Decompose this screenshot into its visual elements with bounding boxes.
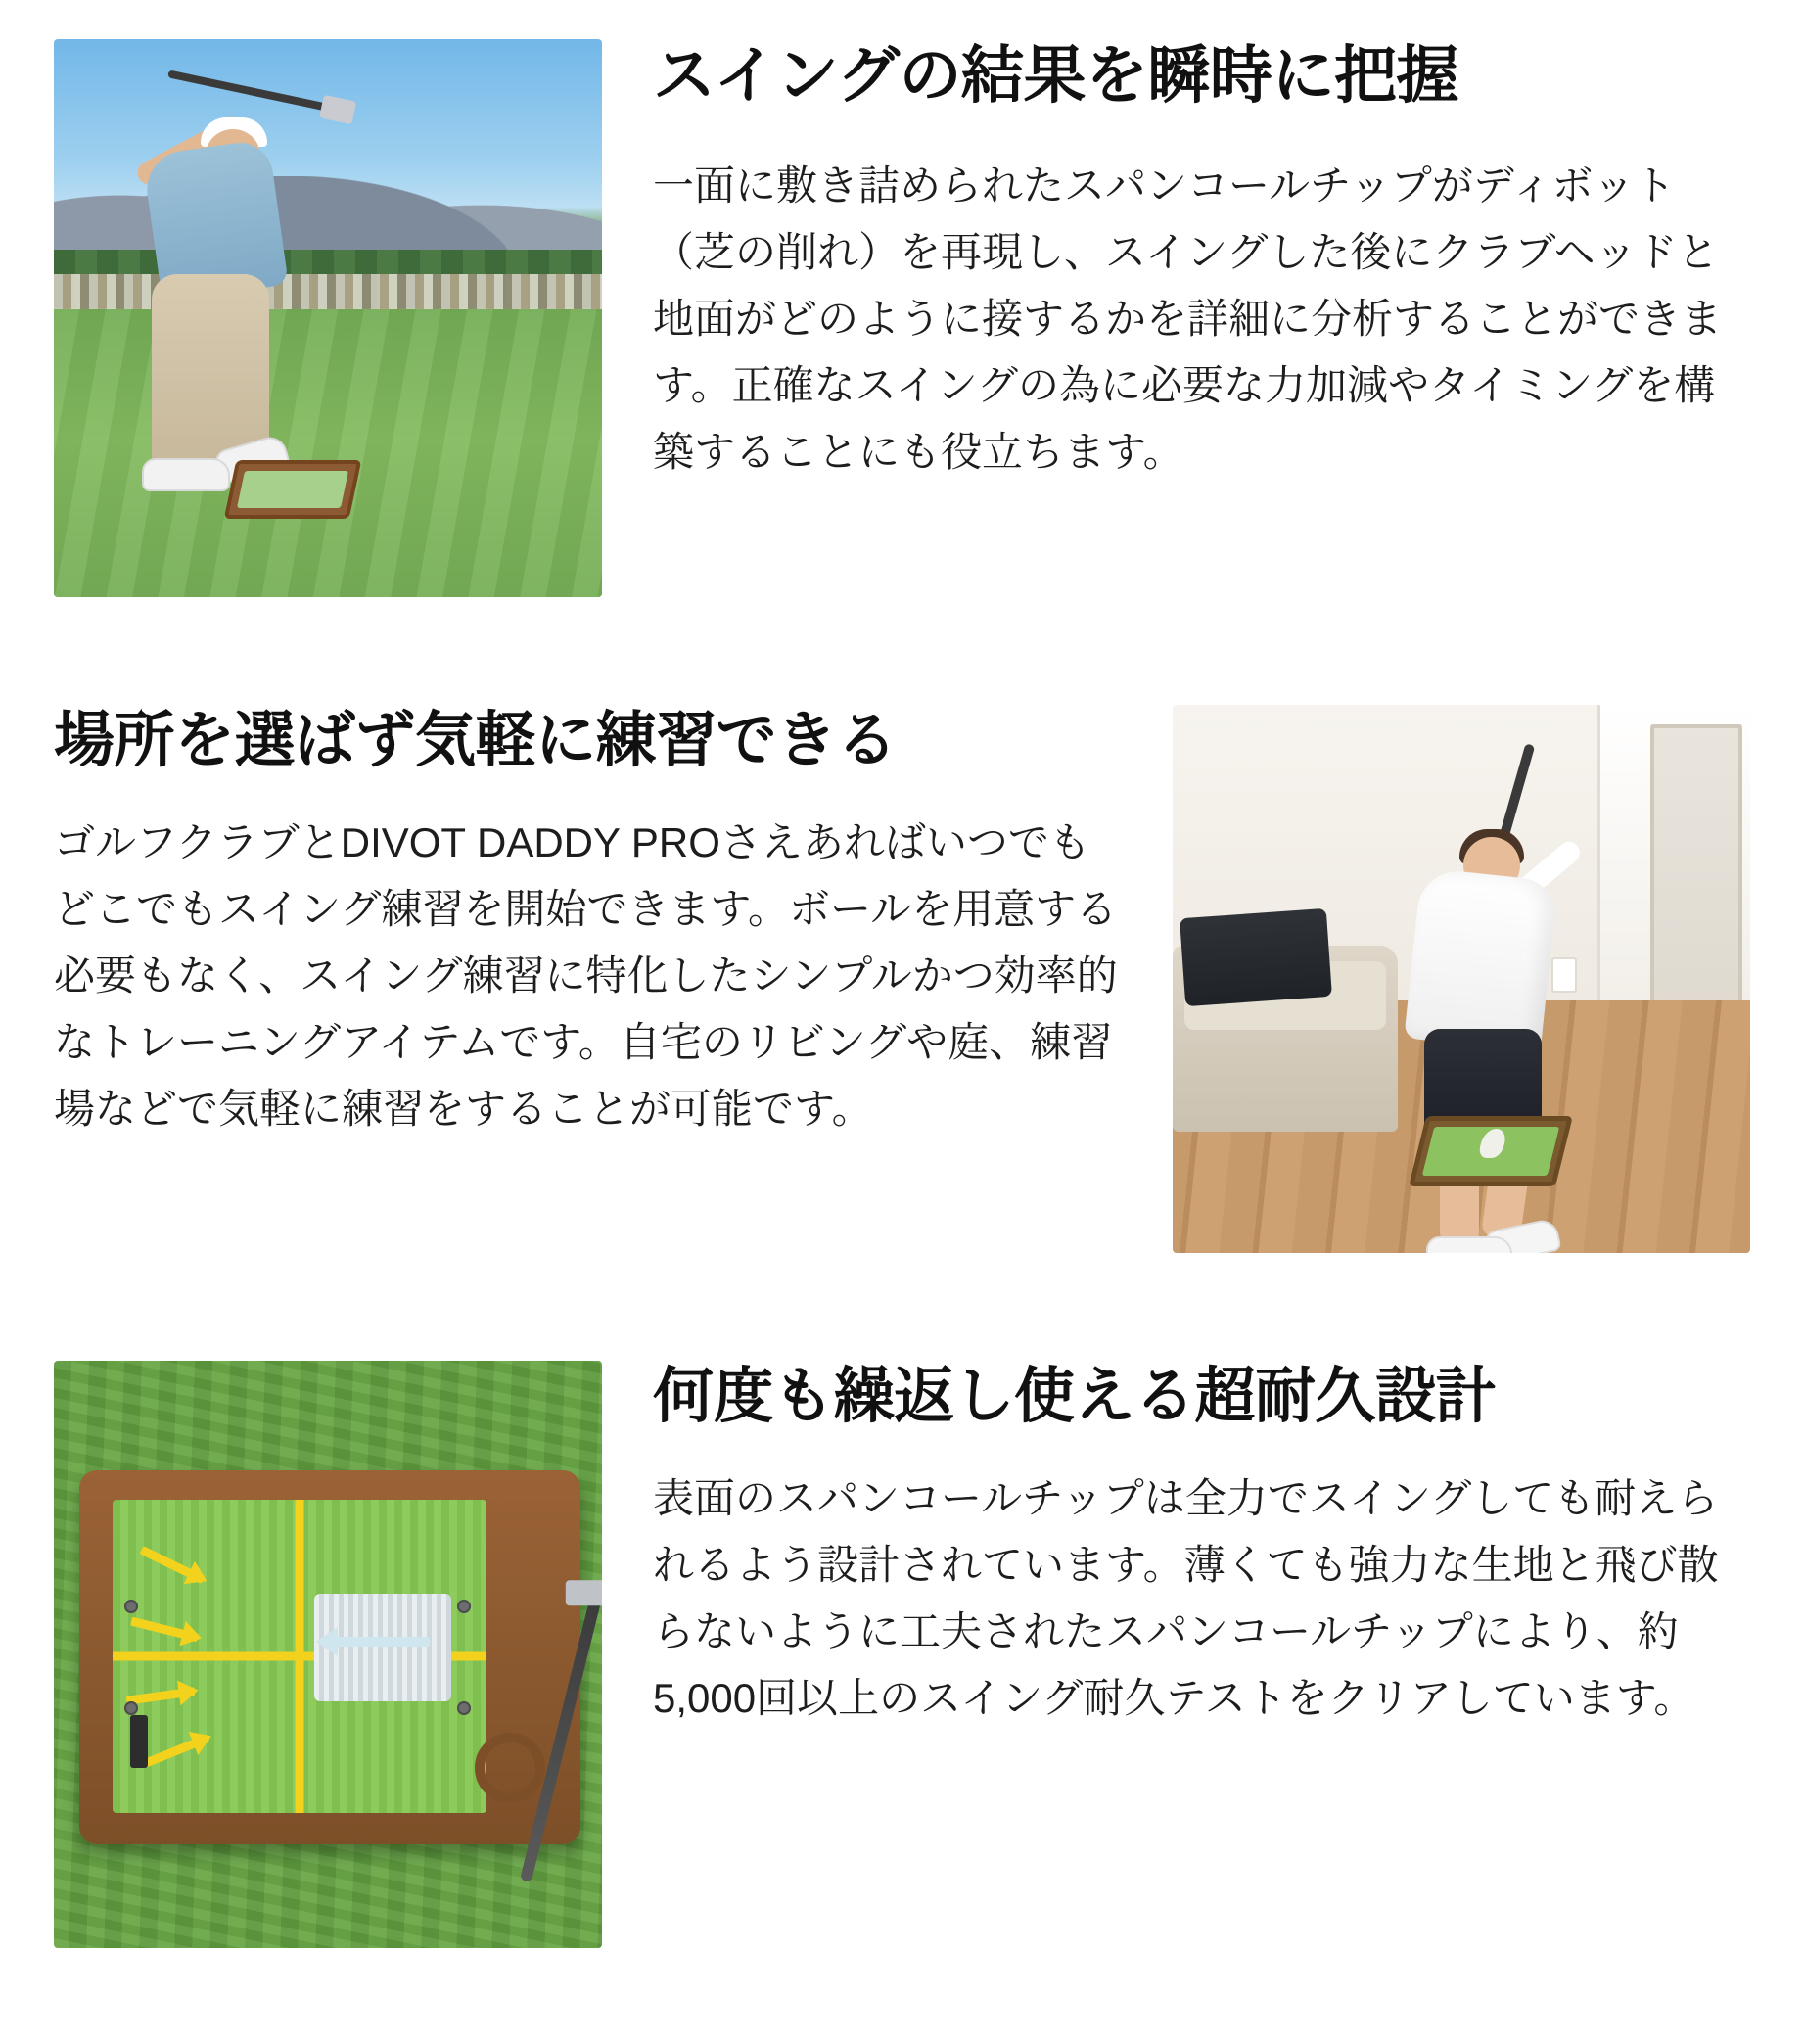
golfer-pants xyxy=(152,274,269,470)
golfer-figure xyxy=(113,78,357,509)
practice-mat xyxy=(224,460,362,519)
luggage-pile xyxy=(1180,908,1332,1006)
mat-closeup-photo xyxy=(54,1361,602,1948)
direction-arrow-icon xyxy=(130,1617,199,1643)
section-swing-result-body: 一面に敷き詰められたスパンコールチップがディボット（芝の削れ）を再現し、スイングした後にクラブヘッドと地面がどのように接するかを詳細に分析することができます。正確なスイングの為に必要な力加減やタイミングを構築することにも役立ちます。 xyxy=(653,162,1723,475)
section-anywhere xyxy=(54,705,1750,1253)
direction-arrow-icon xyxy=(143,1734,209,1768)
indoor-practice-photo xyxy=(1173,705,1750,1253)
mat-screw xyxy=(124,1600,138,1613)
section-swing-result-copy xyxy=(653,39,1750,486)
brand-tag xyxy=(130,1715,148,1768)
mat-screw xyxy=(124,1701,138,1715)
golfer-on-course-photo xyxy=(54,39,602,597)
mat-frame xyxy=(79,1470,580,1844)
golfer-shoe-front xyxy=(142,458,230,491)
section-swing-result xyxy=(54,39,1750,597)
section-durability xyxy=(54,1361,1750,1948)
direction-arrow-icon xyxy=(126,1687,196,1705)
practice-mat xyxy=(1409,1116,1573,1186)
section-anywhere-headline: 場所を選ばず気軽に練習できる xyxy=(54,707,898,774)
divot-direction-arrow-icon xyxy=(322,1637,430,1647)
section-anywhere-copy xyxy=(54,705,1122,1142)
mat-screw xyxy=(457,1600,471,1613)
section-durability-body: 表面のスパンコールチップは全力でスイングしても耐えられるよう設計されています。薄くても強力な生地と飛び散らないように工夫されたスパンコールチップにより、約5,000回以上のスイング耐久テストをクリアしています。 xyxy=(653,1475,1719,1722)
golfer-shoe-front xyxy=(1426,1236,1512,1253)
section-swing-result-headline: スイングの結果を瞬時に把握 xyxy=(653,40,1458,111)
mat-turf-surface xyxy=(113,1500,486,1813)
section-anywhere-body: ゴルフクラブとDIVOT DADDY PROさえあればいつでもどこでもスイング練習を開始できます。ボールを用意する必要もなく、スイング練習に特化したシンプルかつ効率的なトレーニングアイテムです。自宅のリビングや庭、練習場などで気軽に練習をすることが可能です。 xyxy=(54,819,1118,1133)
direction-arrow-icon xyxy=(140,1546,206,1584)
section-durability-copy xyxy=(653,1361,1750,1732)
mat-handle-hole xyxy=(475,1733,545,1803)
golf-club-icon xyxy=(167,70,342,114)
mat-screw xyxy=(457,1701,471,1715)
golfer-shirt xyxy=(1404,867,1558,1052)
product-feature-page xyxy=(0,39,1804,2044)
section-durability-headline: 何度も繰返し使える超耐久設計 xyxy=(653,1363,1497,1430)
